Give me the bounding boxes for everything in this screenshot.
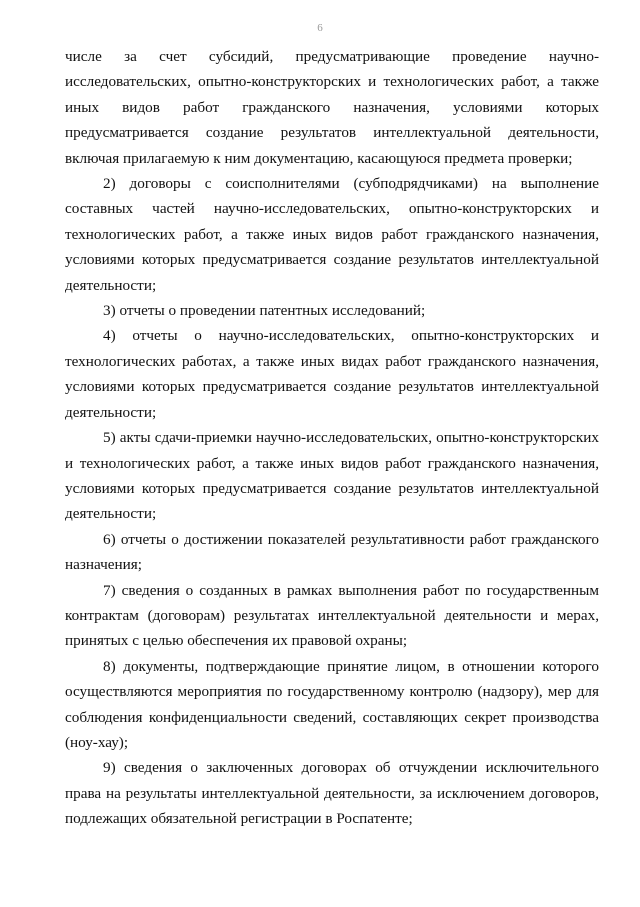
paragraph-item-9: 9) сведения о заключенных договорах об отчуждении исключительного права на результаты интеллектуальной деятельности, за исключением договоров, подлежащих обязательной регистрации в Роспатенте; (65, 759, 599, 828)
paragraph-item-6: 6) отчеты о достижении показателей результативности работ гражданского назначения; (65, 530, 599, 574)
paragraph-item-7: 7) сведения о созданных в рамках выполнения работ по государственным контрактам (договорам) результатах интеллектуальной деятельности и мерах, принятых с целью обеспечения их правовой охраны; (65, 581, 599, 650)
paragraph-item-2: 2) договоры с соисполнителями (субподрядчиками) на выполнение составных частей научно-исследовательских, опытно-конструкторских и технологических работ, а также иных видов работ гражданского назначения, условиями которых предусматривается создание результатов интеллектуальной деятельности; (65, 175, 599, 294)
paragraph-item-5: 5) акты сдачи-приемки научно-исследовательских, опытно-конструкторских и технологических работ, а также иных видов работ гражданского назначения, условиями которых предусматривается создание результатов интеллектуальной деятельности; (65, 429, 599, 523)
paragraph-item-8: 8) документы, подтверждающие принятие лицом, в отношении которого осуществляются мероприятия по государственному контролю (надзору), мер для соблюдения конфиденциальности сведений, составляющих секрет производства (ноу-хау); (65, 657, 599, 751)
paragraph-continued: числе за счет субсидий, предусматривающие проведение научно-исследовательских, опытно-конструкторских и технологических работ, а также иных видов работ гражданского назначения, условиями которых предусматривается создание результатов интеллектуальной деятельности, включая прилагаемую к ним документацию, касающуюся предмета проверки; (65, 48, 599, 167)
document-body (65, 44, 599, 832)
paragraph-item-4: 4) отчеты о научно-исследовательских, опытно-конструкторских и технологических работах, а также иных видах работ гражданского назначения, условиями которых предусматривается создание результатов интеллектуальной деятельности; (65, 327, 599, 421)
page-number: 6 (317, 22, 323, 34)
paragraph-item-3: 3) отчеты о проведении патентных исследований; (103, 302, 426, 320)
